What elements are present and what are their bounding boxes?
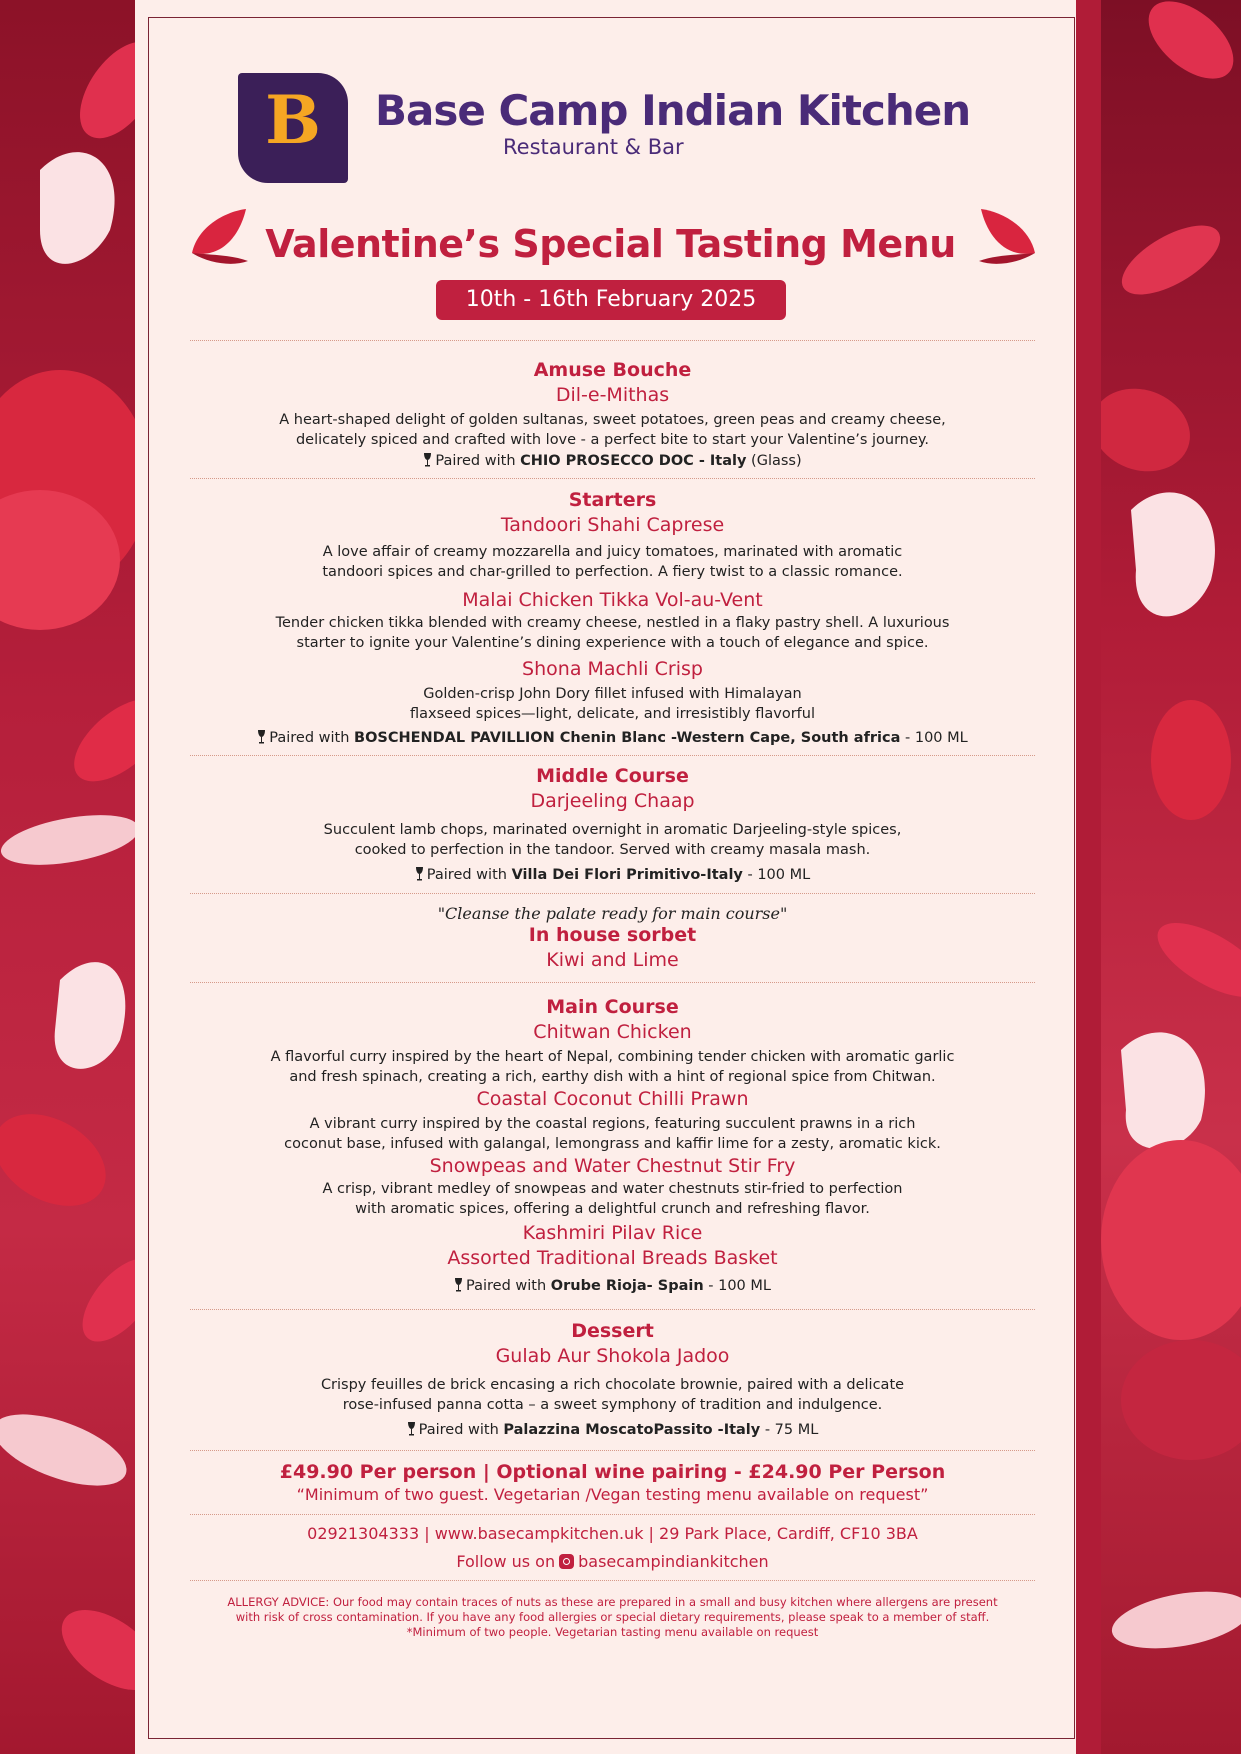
- wine-glass-icon: [407, 1422, 416, 1436]
- dish-name: Tandoori Shahi Caprese: [500, 514, 725, 536]
- section-amuse-bouche: [190, 341, 1035, 478]
- dish-name: Coastal Coconut Chilli Prawn: [476, 1088, 749, 1110]
- wine-pairing: Paired with BOSCHENDAL PAVILLION Chenin Blanc -Western Cape, South africa - 100 ML: [190, 727, 1035, 749]
- dish-description: A love affair of creamy mozzarella and juicy tomatoes, marinated with aromatic tandoori spices and char-grilled to perfection. A fiery twist to a classic romance.: [322, 544, 903, 580]
- section-main-course: [190, 983, 1035, 1309]
- dish-description: A flavorful curry inspired by the heart of Nepal, combining tender chicken with aromatic garlic and fresh spinach, creating a rich, earthy dish with a hint of regional spice from Chitwan.: [270, 1049, 955, 1085]
- dish-name: Kiwi and Lime: [546, 949, 679, 971]
- dish-name: Darjeeling Chaap: [530, 790, 695, 812]
- social-line: Follow us on basecampindiankitchen: [456, 1552, 769, 1571]
- wine-pairing: Paired with CHIO PROSECCO DOC - Italy (Glass): [190, 450, 1035, 472]
- dish-description: Crispy feuilles de brick encasing a rich chocolate brownie, paired with a delicate rose-infused panna cotta – a sweet symphony of tradition and indulgence.: [320, 1377, 905, 1413]
- section-dessert: [190, 1310, 1035, 1450]
- palate-note: "Cleanse the palate ready for main course": [437, 904, 788, 923]
- dish-description: A crisp, vibrant medley of snowpeas and water chestnuts stir-fried to perfection with aromatic spices, offering a delightful crunch and refreshing flavor.: [322, 1181, 903, 1217]
- brand-subtitle: Restaurant & Bar: [503, 135, 684, 159]
- price-line: £49.90 Per person | Optional wine pairing - £24.90 Per Person: [279, 1461, 946, 1483]
- section-sorbet: [190, 894, 1035, 982]
- menu-content: [190, 340, 1035, 1640]
- section-pricing: [190, 1451, 1035, 1514]
- dish-description: Succulent lamb chops, marinated overnight in aromatic Darjeeling-style spices, cooked to perfection in the tandoor. Served with creamy masala mash.: [323, 822, 902, 858]
- instagram-handle[interactable]: basecampindiankitchen: [578, 1552, 769, 1571]
- dish-name: Shona Machli Crisp: [522, 658, 703, 680]
- heart-decoration: [40, 152, 115, 264]
- wine-glass-icon: [257, 730, 266, 744]
- wine-pairing: Paired with Palazzina MoscatoPassito -Italy - 75 ML: [190, 1419, 1035, 1441]
- course-heading: Amuse Bouche: [533, 359, 692, 381]
- side-dish: Assorted Traditional Breads Basket: [447, 1247, 778, 1269]
- section-starters: [190, 479, 1035, 755]
- course-heading: Main Course: [546, 996, 679, 1018]
- logo-letter: B: [265, 81, 321, 159]
- dish-description: Tender chicken tikka blended with creamy cheese, nestled in a flaky pastry shell. A luxurious starter to ignite your Valentine’s dining experience with a touch of elegance and spice.: [275, 615, 950, 651]
- right-petal-decoration: [1101, 0, 1241, 1754]
- brand-name: Base Camp Indian Kitchen: [375, 86, 971, 135]
- section-contact: [190, 1515, 1035, 1580]
- course-heading: In house sorbet: [528, 924, 697, 946]
- logo: [238, 73, 348, 183]
- dish-name: Chitwan Chicken: [533, 1021, 692, 1043]
- wine-glass-icon: [423, 453, 432, 467]
- dish-name: Snowpeas and Water Chestnut Stir Fry: [429, 1155, 796, 1177]
- wine-pairing: Paired with Orube Rioja- Spain - 100 ML: [190, 1275, 1035, 1297]
- left-background: [0, 0, 140, 1754]
- course-heading: Middle Course: [536, 765, 689, 787]
- dish-name: Gulab Aur Shokola Jadoo: [495, 1345, 730, 1367]
- dish-description: A vibrant curry inspired by the coastal regions, featuring succulent prawns in a rich coconut base, infused with galangal, lemongrass and kaffir lime for a zesty, aromatic kick.: [284, 1116, 941, 1152]
- allergy-advice: ALLERGY ADVICE: Our food may contain traces of nuts as these are prepared in a small and busy kitchen where allergens are present with risk of cross contamination. If you have any food allergies or special dietary requirements, please speak to a member of staff. *Minimum of two people. Vegetarian tasting menu available on request: [227, 1595, 998, 1639]
- dish-description: Golden-crisp John Dory fillet infused with Himalayan flaxseed spices—light, delicate, and irresistibly flavorful: [410, 686, 815, 722]
- wine-pairing: Paired with Villa Dei Flori Primitivo-Italy - 100 ML: [190, 864, 1035, 886]
- dish-description: A heart-shaped delight of golden sultanas, sweet potatoes, green peas and creamy cheese, delicately spiced and crafted with love - a perfect bite to start your Valentine’s journey.: [279, 412, 946, 448]
- right-background: [1101, 0, 1241, 1754]
- side-dish: Kashmiri Pilav Rice: [522, 1222, 703, 1244]
- wine-glass-icon: [454, 1278, 463, 1292]
- menu-title: Valentine’s Special Tasting Menu: [265, 222, 956, 266]
- dish-name: Malai Chicken Tikka Vol-au-Vent: [462, 589, 763, 611]
- left-petal-decoration: [0, 0, 140, 1754]
- date-badge: 10th - 16th February 2025: [436, 280, 786, 320]
- dish-name: Dil-e-Mithas: [555, 384, 670, 406]
- wine-glass-icon: [415, 867, 424, 881]
- instagram-icon: [559, 1554, 574, 1569]
- section-middle-course: [190, 756, 1035, 893]
- course-heading: Dessert: [571, 1320, 654, 1342]
- contact-line: 02921304333 | www.basecampkitchen.uk | 29 Park Place, Cardiff, CF10 3BA: [307, 1524, 918, 1543]
- minimum-note: “Minimum of two guest. Vegetarian /Vegan testing menu available on request”: [296, 1485, 929, 1504]
- course-heading: Starters: [568, 489, 657, 511]
